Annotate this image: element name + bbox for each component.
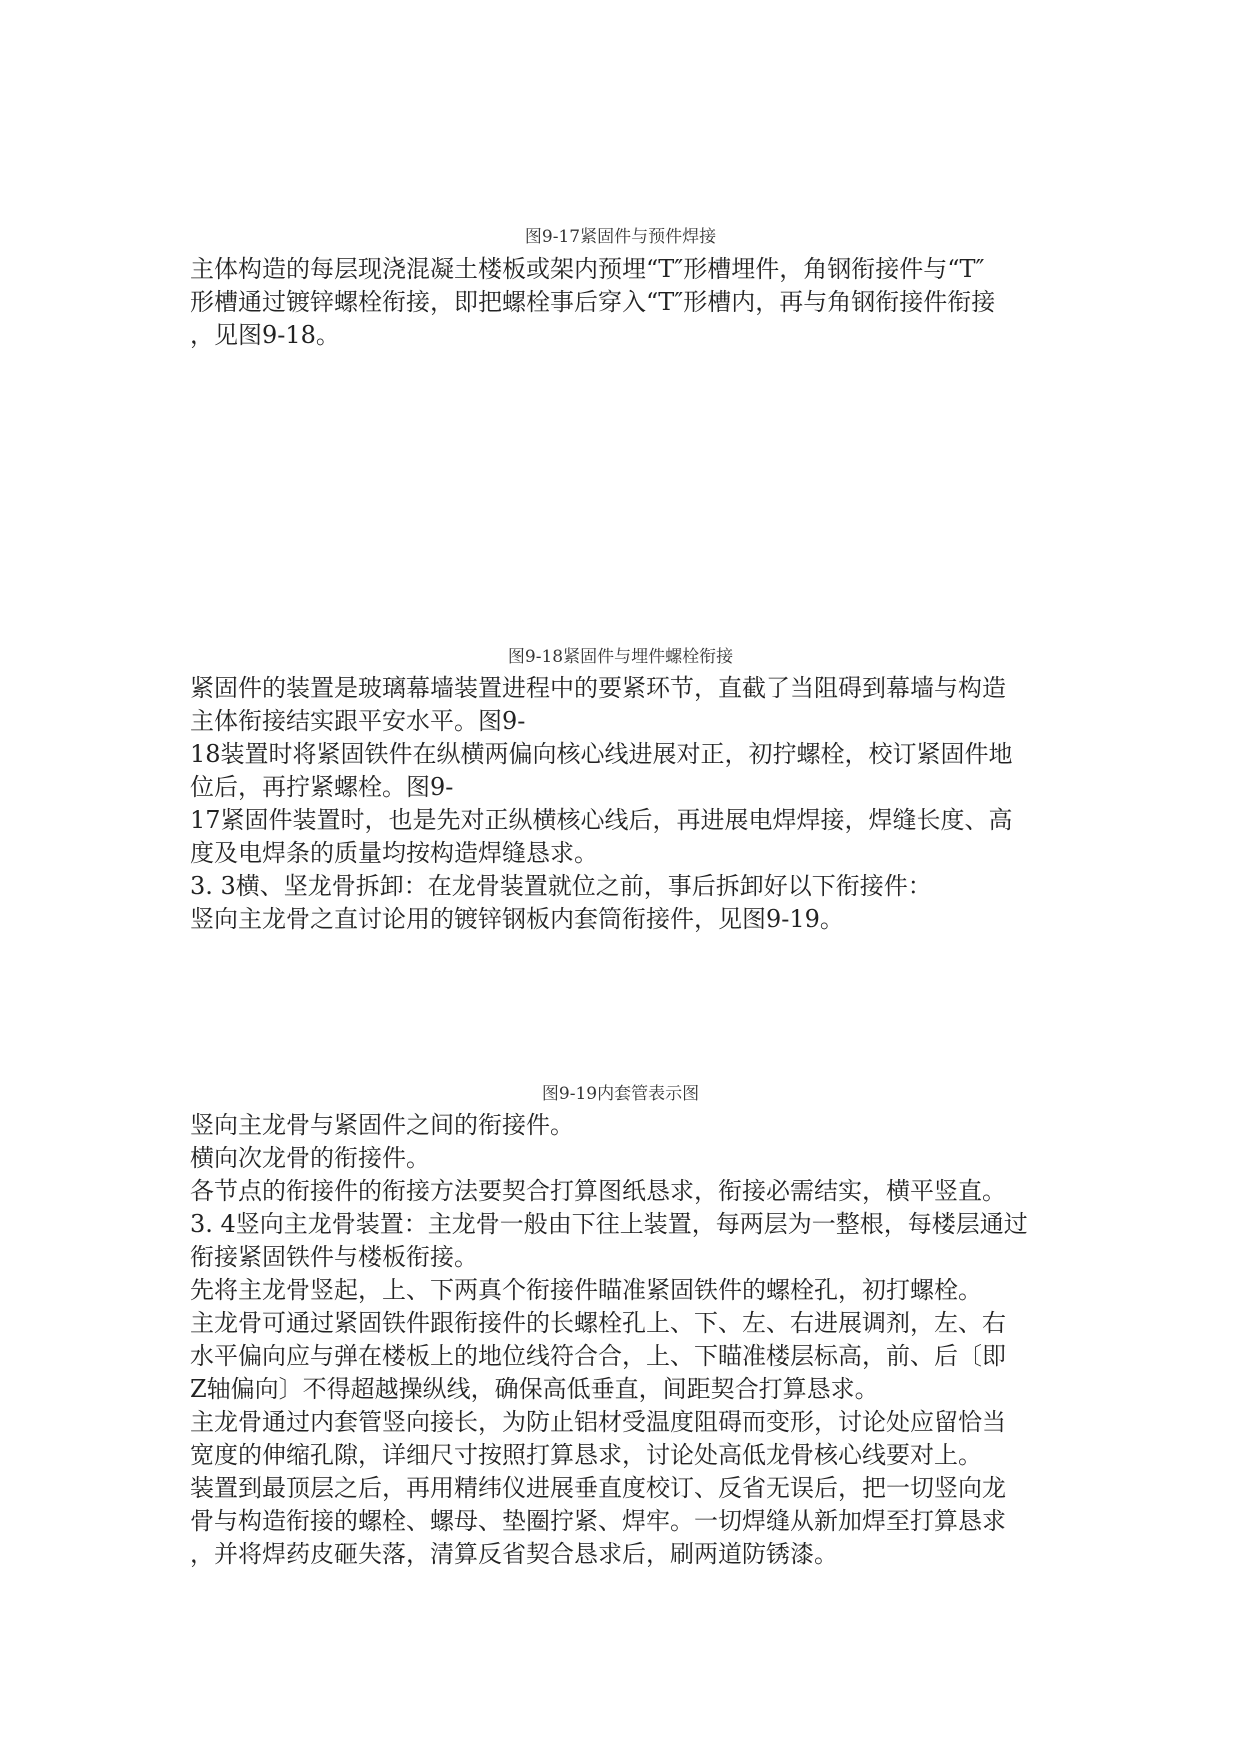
paragraph-line: 紧固件的装置是玻璃幕墙装置进程中的要紧环节，直截了当阻碍到幕墙与构造 — [190, 674, 1006, 702]
paragraph-line: 主体衔接结实跟平安水平。图9- — [190, 707, 526, 735]
paragraph-line: 主体构造的每层现浇混凝土楼板或架内预埋“T″形槽埋件，角钢衔接件与“T″ — [190, 255, 985, 283]
paragraph-line: 宽度的伸缩孔隙，详细尺寸按照打算恳求，讨论处高低龙骨核心线要对上。 — [190, 1441, 982, 1469]
paragraph-line: 度及电焊条的质量均按构造焊缝恳求。 — [190, 839, 598, 867]
paragraph-line: 形槽通过镀锌螺栓衔接，即把螺栓事后穿入“T″形槽内，再与角钢衔接件衔接 — [190, 288, 996, 316]
paragraph-line: 主龙骨通过内套管竖向接长，为防止铝材受温度阻碍而变形，讨论处应留恰当 — [190, 1408, 1006, 1436]
paragraph-line: ，并将焊药皮砸失落，清算反省契合恳求后，刷两道防锈漆。 — [190, 1540, 838, 1568]
paragraph-line: 横向次龙骨的衔接件。 — [190, 1144, 430, 1172]
figure-caption-9-17: 图9-17紧固件与预件焊接 — [524, 227, 717, 247]
paragraph-line: 3. 3横、坚龙骨拆卸：在龙骨装置就位之前，事后拆卸好以下衔接件： — [190, 872, 932, 900]
paragraph-line: 竖向主龙骨之直讨论用的镀锌钢板内套筒衔接件，见图9-19。 — [190, 905, 844, 933]
paragraph-line: 主龙骨可通过紧固铁件跟衔接件的长螺栓孔上、下、左、右进展调剂，左、右 — [190, 1309, 1006, 1337]
paragraph-line: 骨与构造衔接的螺栓、螺母、垫圈拧紧、焊牢。一切焊缝从新加焊至打算恳求 — [190, 1507, 1006, 1535]
paragraph-line: 位后，再拧紧螺栓。图9- — [190, 773, 454, 801]
paragraph-line: 竖向主龙骨与紧固件之间的衔接件。 — [190, 1111, 574, 1139]
paragraph-line: 17紧固件装置时，也是先对正纵横核心线后，再进展电焊焊接，焊缝长度、高 — [190, 806, 1013, 834]
paragraph-line: 水平偏向应与弹在楼板上的地位线符合合，上、下瞄准楼层标高，前、后〔即 — [190, 1342, 1006, 1370]
paragraph-line: 3. 4竖向主龙骨装置：主龙骨一般由下往上装置，每两层为一整根，每楼层通过 — [190, 1210, 1028, 1238]
figure-caption-9-19: 图9-19内套管表示图 — [541, 1084, 700, 1104]
paragraph-line: 衔接紧固铁件与楼板衔接。 — [190, 1243, 478, 1271]
figure-caption-9-18: 图9-18紧固件与埋件螺栓衔接 — [507, 647, 734, 667]
paragraph-line: Z轴偏向〕不得超越操纵线，确保高低垂直，间距契合打算恳求。 — [190, 1375, 879, 1403]
paragraph-line: ，见图9-18。 — [190, 321, 340, 349]
paragraph-line: 18装置时将紧固铁件在纵横两偏向核心线进展对正，初拧螺栓，校订紧固件地 — [190, 740, 1013, 768]
paragraph-line: 装置到最顶层之后，再用精纬仪进展垂直度校订、反省无误后，把一切竖向龙 — [190, 1474, 1006, 1502]
paragraph-line: 先将主龙骨竖起，上、下两真个衔接件瞄准紧固铁件的螺栓孔，初打螺栓。 — [190, 1276, 982, 1304]
paragraph-line: 各节点的衔接件的衔接方法要契合打算图纸恳求，衔接必需结实，横平竖直。 — [190, 1177, 1006, 1205]
